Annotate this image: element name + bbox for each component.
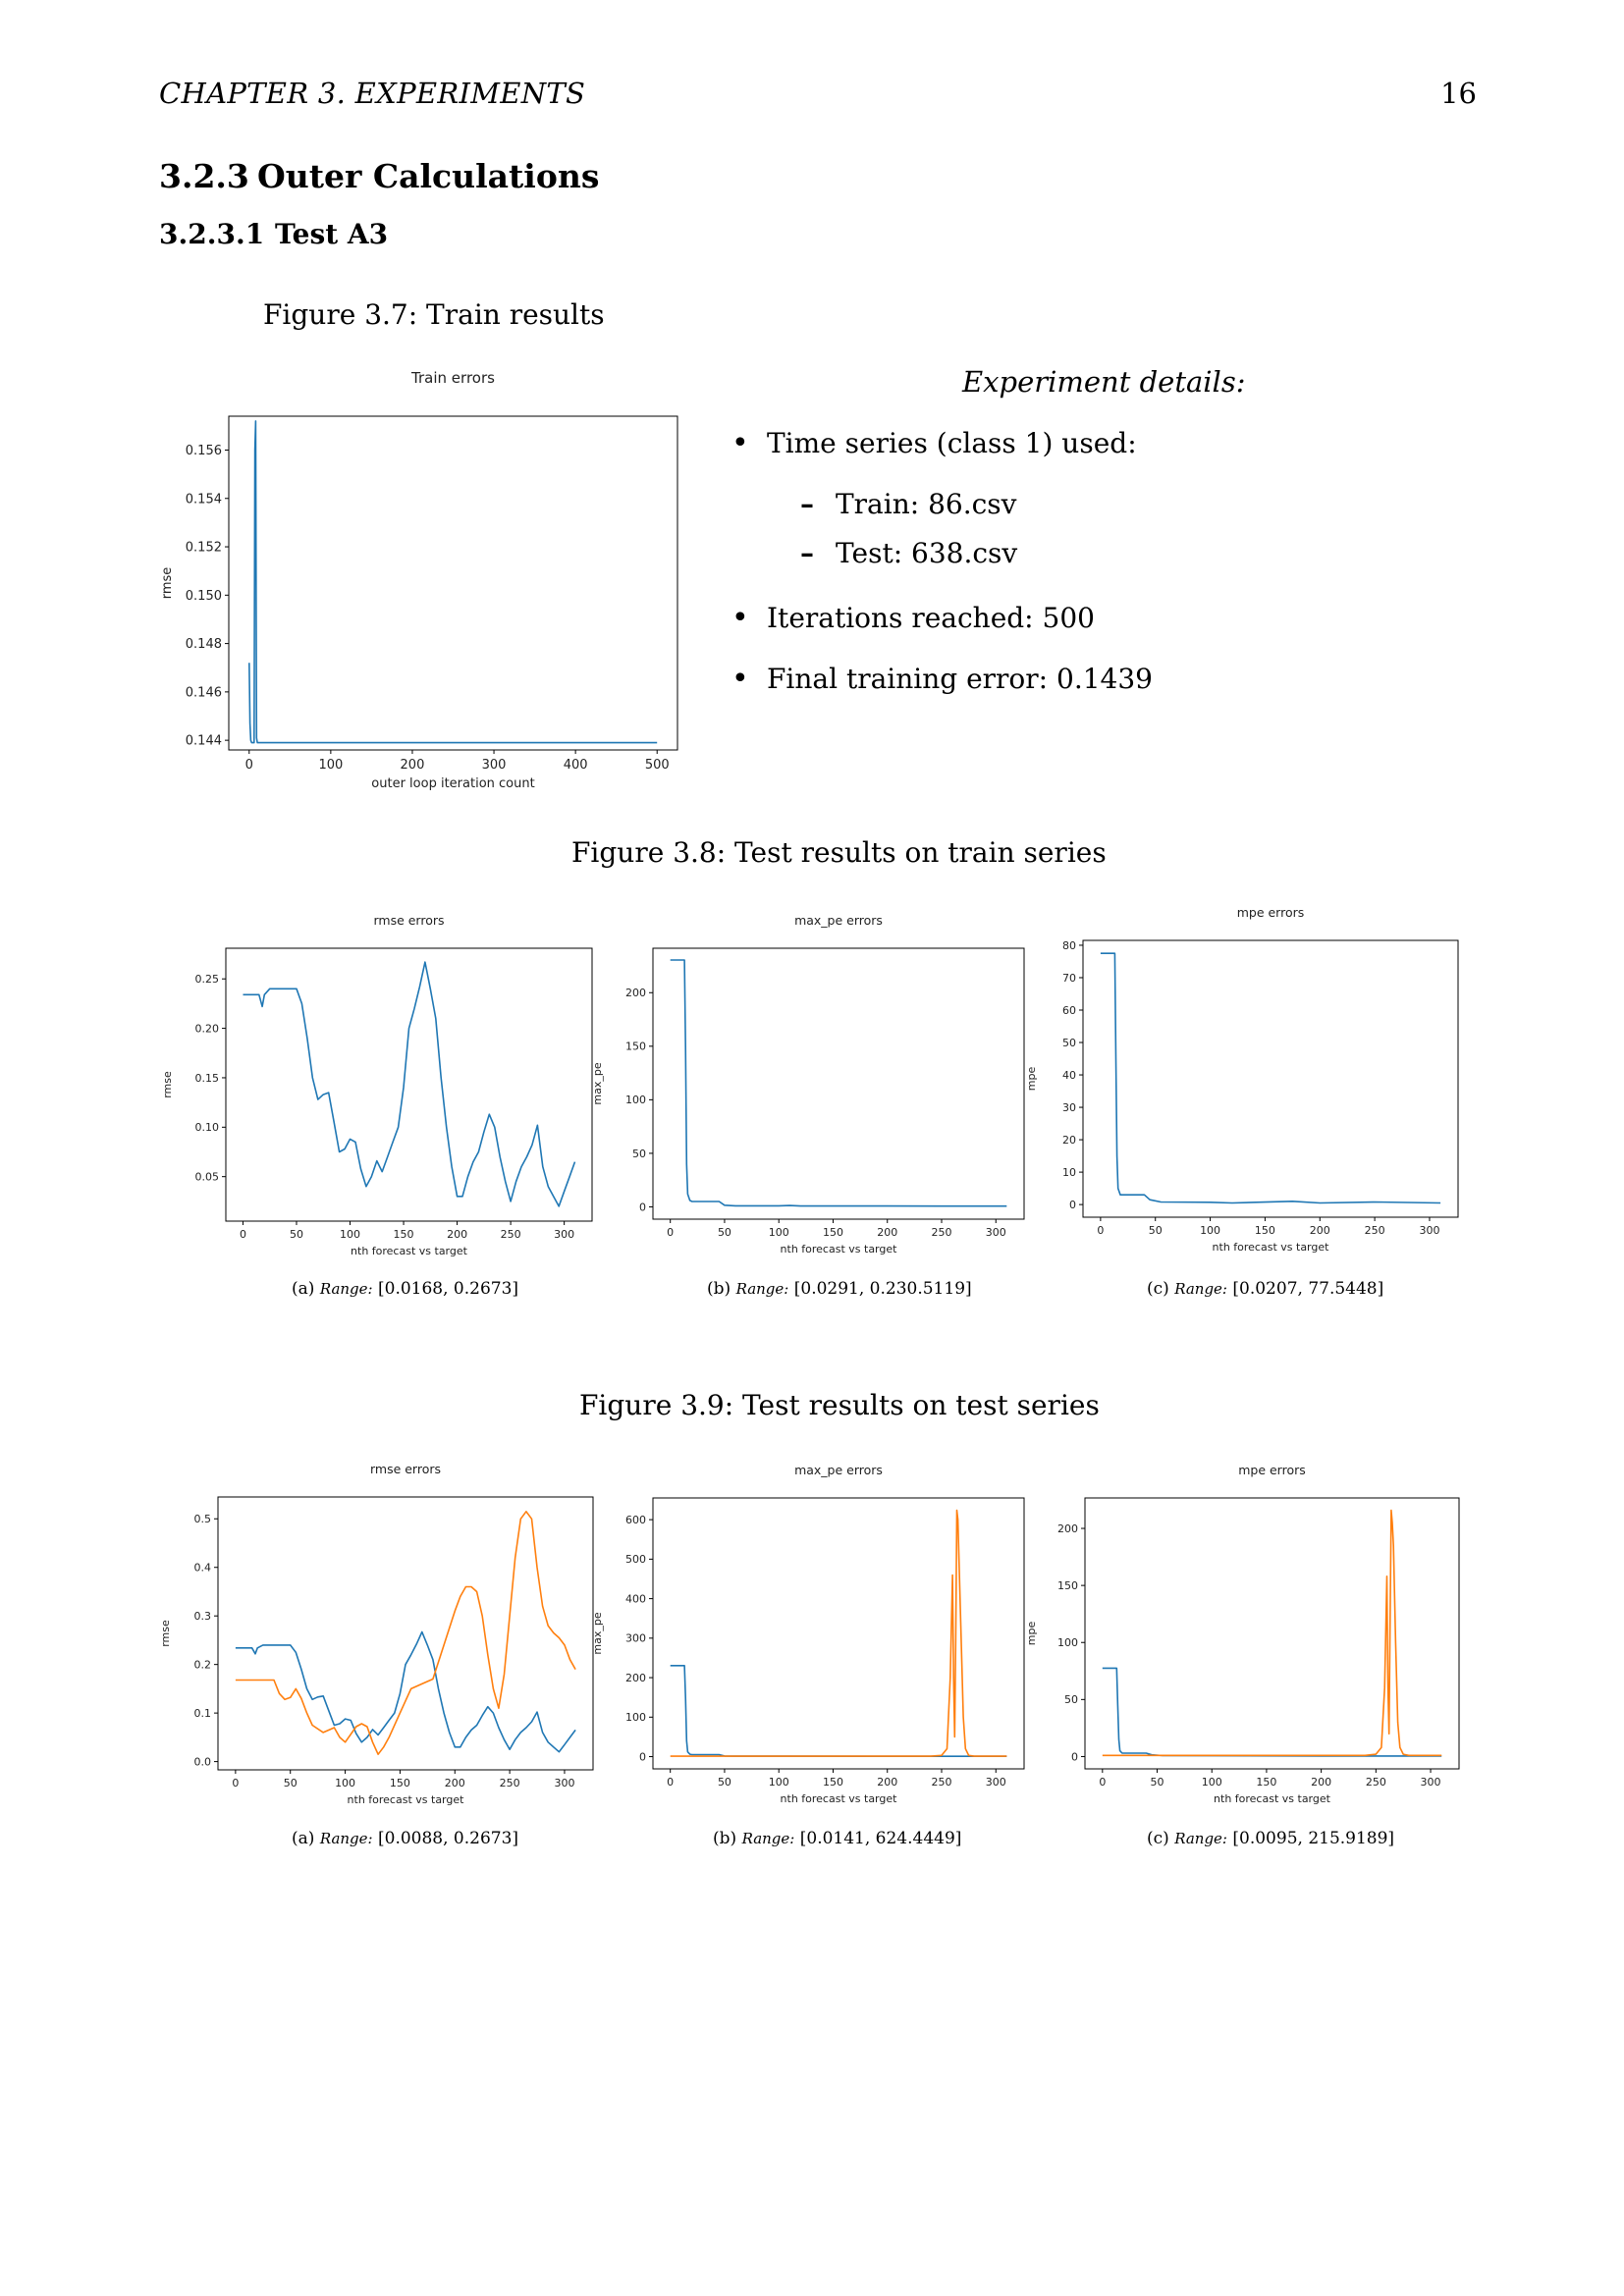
x-tick-label: 500 xyxy=(644,758,670,773)
plot-frame xyxy=(1083,940,1458,1217)
series-line-2 xyxy=(1103,1511,1441,1756)
y-tick-label: 200 xyxy=(1057,1522,1078,1535)
range-word: Range: xyxy=(319,1280,373,1298)
range-value: [0.0291, 0.230.5119] xyxy=(793,1279,972,1299)
y-tick-label: 100 xyxy=(1057,1636,1078,1650)
figure-3-8-caption: Figure 3.8: Test results on train series xyxy=(571,836,1107,869)
x-axis-label: nth forecast vs target xyxy=(1214,1792,1330,1805)
fig-3-9c-subcaption xyxy=(1147,1829,1394,1848)
page-number: 16 xyxy=(1440,77,1477,110)
x-tick-label: 100 xyxy=(1201,1776,1222,1789)
subcaption-label: (a) xyxy=(292,1279,315,1299)
y-tick-label: 0.25 xyxy=(194,973,219,987)
y-axis-label: rmse xyxy=(159,1620,172,1647)
y-tick-label: 400 xyxy=(625,1592,646,1606)
x-tick-label: 200 xyxy=(447,1228,468,1241)
y-tick-label: 0.20 xyxy=(194,1022,219,1036)
range-word: Range: xyxy=(741,1830,795,1847)
x-tick-label: 50 xyxy=(1150,1776,1164,1789)
y-tick-label: 0.2 xyxy=(193,1658,211,1672)
fig-3-8a-rmse-chart xyxy=(157,901,609,1266)
figure-3-9-caption: Figure 3.9: Test results on test series xyxy=(579,1389,1100,1421)
plot-frame xyxy=(229,416,677,750)
y-tick-label: 0.144 xyxy=(185,733,222,749)
bullet-time-series: • Time series (class 1) used: xyxy=(731,424,1153,463)
x-tick-label: 50 xyxy=(717,1776,731,1789)
fig-3-9a-subcaption xyxy=(292,1829,518,1848)
y-tick-label: 0 xyxy=(1071,1750,1078,1764)
sub-bullet-test: – Test: 638.csv xyxy=(800,534,1153,573)
y-tick-label: 300 xyxy=(625,1631,646,1645)
chart-title: rmse errors xyxy=(369,1462,442,1476)
y-tick-label: 50 xyxy=(632,1147,646,1160)
x-tick-label: 400 xyxy=(563,758,588,773)
range-word: Range: xyxy=(735,1280,789,1298)
x-tick-label: 0 xyxy=(667,1776,675,1789)
x-tick-label: 0 xyxy=(1099,1776,1107,1789)
x-tick-label: 100 xyxy=(768,1776,789,1789)
y-tick-label: 0.154 xyxy=(185,492,222,507)
y-tick-label: 50 xyxy=(1064,1693,1078,1707)
fig-3-9a-rmse-chart xyxy=(155,1450,607,1815)
x-tick-label: 150 xyxy=(822,1226,843,1239)
x-tick-label: 100 xyxy=(1200,1224,1221,1237)
x-axis-label: nth forecast vs target xyxy=(780,1243,897,1255)
y-tick-label: 0.146 xyxy=(185,685,222,701)
plot-frame xyxy=(218,1497,593,1770)
chart-title: mpe errors xyxy=(1238,1463,1306,1477)
chart-title: max_pe errors xyxy=(794,1463,883,1477)
y-tick-label: 100 xyxy=(625,1094,646,1107)
x-tick-label: 250 xyxy=(931,1776,952,1789)
subsection-heading xyxy=(159,218,388,250)
section-number: 3.2.3 xyxy=(159,157,249,195)
x-tick-label: 300 xyxy=(1420,1776,1441,1789)
fig-3-9c-mpe-chart xyxy=(1021,1453,1473,1816)
series-line-2 xyxy=(671,1511,1007,1757)
subcaption-label: (c) xyxy=(1147,1829,1169,1848)
x-axis-label: outer loop iteration count xyxy=(371,776,535,791)
chart-title: Train errors xyxy=(411,369,495,387)
chart-title: max_pe errors xyxy=(794,913,883,928)
series-line-1 xyxy=(1101,953,1440,1202)
fig-3-8a-subcaption xyxy=(292,1279,518,1299)
x-tick-label: 150 xyxy=(1256,1776,1277,1789)
y-tick-label: 0.150 xyxy=(185,588,222,604)
y-tick-label: 0.10 xyxy=(194,1121,219,1135)
y-tick-label: 70 xyxy=(1062,971,1076,985)
y-tick-label: 40 xyxy=(1062,1068,1076,1082)
x-tick-label: 150 xyxy=(1254,1224,1275,1237)
x-axis-label: nth forecast vs target xyxy=(351,1245,467,1257)
chart-title: rmse errors xyxy=(373,913,445,928)
y-axis-label: rmse xyxy=(161,1071,174,1098)
x-tick-label: 300 xyxy=(554,1777,575,1789)
experiment-details-list xyxy=(731,424,1153,721)
y-tick-label: 150 xyxy=(625,1040,646,1053)
plot-frame xyxy=(653,1498,1024,1769)
chart-title: mpe errors xyxy=(1236,905,1305,920)
x-axis-label: nth forecast vs target xyxy=(347,1793,464,1806)
x-tick-label: 150 xyxy=(393,1228,414,1241)
x-tick-label: 0 xyxy=(232,1777,240,1789)
fig-3-8c-subcaption xyxy=(1147,1279,1383,1299)
subsection-number: 3.2.3.1 xyxy=(159,218,265,250)
fig-3-9b-subcaption xyxy=(713,1829,961,1848)
plot-frame xyxy=(1085,1498,1459,1769)
x-tick-label: 250 xyxy=(1365,1776,1386,1789)
running-head: CHAPTER 3. EXPERIMENTS xyxy=(159,77,586,110)
x-tick-label: 100 xyxy=(335,1777,356,1789)
x-tick-label: 50 xyxy=(717,1226,731,1239)
x-tick-label: 300 xyxy=(554,1228,575,1241)
x-tick-label: 200 xyxy=(444,1777,465,1789)
x-tick-label: 250 xyxy=(500,1228,521,1241)
fig-3-9b-max-pe-chart xyxy=(587,1453,1039,1816)
plot-frame xyxy=(653,948,1024,1219)
range-word: Range: xyxy=(319,1830,373,1847)
y-tick-label: 0.4 xyxy=(193,1561,211,1575)
series-line-1 xyxy=(244,962,575,1206)
y-tick-label: 60 xyxy=(1062,1003,1076,1017)
sub-bullet-train: – Train: 86.csv xyxy=(800,485,1153,524)
y-tick-label: 150 xyxy=(1057,1578,1078,1592)
range-value: [0.0168, 0.2673] xyxy=(378,1279,519,1299)
x-tick-label: 150 xyxy=(389,1777,410,1789)
series-line-1 xyxy=(249,421,657,743)
section-title: Outer Calculations xyxy=(257,157,600,195)
subcaption-label: (b) xyxy=(713,1829,737,1848)
subcaption-label: (b) xyxy=(707,1279,731,1299)
series-line-1 xyxy=(671,960,1007,1206)
y-tick-label: 0 xyxy=(639,1750,646,1764)
subcaption-label: (a) xyxy=(292,1829,315,1848)
range-word: Range: xyxy=(1174,1830,1227,1847)
x-tick-label: 300 xyxy=(985,1226,1006,1239)
range-value: [0.0141, 624.4449] xyxy=(799,1829,962,1848)
x-tick-label: 250 xyxy=(931,1226,952,1239)
x-axis-label: nth forecast vs target xyxy=(1212,1241,1329,1254)
x-tick-label: 200 xyxy=(400,758,425,773)
x-tick-label: 200 xyxy=(1309,1224,1330,1237)
y-axis-label: max_pe xyxy=(591,1612,604,1655)
x-tick-label: 50 xyxy=(1148,1224,1163,1237)
x-tick-label: 50 xyxy=(283,1777,298,1789)
fig-3-8b-max-pe-chart xyxy=(587,895,1039,1266)
x-tick-label: 50 xyxy=(289,1228,303,1241)
series-line-1 xyxy=(671,1666,1007,1756)
x-tick-label: 100 xyxy=(768,1226,789,1239)
y-tick-label: 0 xyxy=(1069,1198,1076,1211)
x-tick-label: 0 xyxy=(244,758,253,773)
x-tick-label: 0 xyxy=(1097,1224,1105,1237)
y-tick-label: 100 xyxy=(625,1711,646,1725)
range-value: [0.0095, 215.9189] xyxy=(1232,1829,1395,1848)
bullet-final-error: • Final training error: 0.1439 xyxy=(731,660,1153,699)
x-tick-label: 300 xyxy=(481,758,507,773)
x-tick-label: 150 xyxy=(822,1776,843,1789)
subcaption-label: (c) xyxy=(1147,1279,1169,1299)
series-line-1 xyxy=(236,1632,575,1752)
x-tick-label: 200 xyxy=(877,1776,898,1789)
fig-3-8b-subcaption xyxy=(707,1279,972,1299)
x-tick-label: 200 xyxy=(877,1226,898,1239)
x-tick-label: 0 xyxy=(667,1226,675,1239)
x-tick-label: 300 xyxy=(985,1776,1006,1789)
y-tick-label: 0.3 xyxy=(193,1610,211,1624)
y-tick-label: 20 xyxy=(1062,1133,1076,1147)
section-heading xyxy=(159,157,599,195)
series-line-2 xyxy=(236,1512,575,1754)
experiment-details-title: Experiment details: xyxy=(962,365,1246,399)
y-axis-label: mpe xyxy=(1025,1621,1038,1646)
range-word: Range: xyxy=(1174,1280,1227,1298)
series-line-1 xyxy=(1103,1668,1441,1756)
y-tick-label: 0.1 xyxy=(193,1706,211,1720)
x-tick-label: 200 xyxy=(1311,1776,1332,1789)
y-tick-label: 200 xyxy=(625,987,646,1000)
y-tick-label: 0.0 xyxy=(193,1755,211,1769)
y-axis-label: mpe xyxy=(1025,1066,1038,1092)
y-tick-label: 0 xyxy=(639,1201,646,1214)
y-tick-label: 50 xyxy=(1062,1036,1076,1049)
fig-3-8c-mpe-chart xyxy=(1021,891,1473,1266)
range-value: [0.0207, 77.5448] xyxy=(1232,1279,1384,1299)
train-errors-chart xyxy=(157,361,707,803)
x-tick-label: 300 xyxy=(1419,1224,1440,1237)
y-tick-label: 0.05 xyxy=(194,1170,219,1184)
y-tick-label: 30 xyxy=(1062,1100,1076,1114)
y-tick-label: 10 xyxy=(1062,1165,1076,1179)
subsection-title: Test A3 xyxy=(275,218,389,250)
x-tick-label: 100 xyxy=(340,1228,361,1241)
y-tick-label: 200 xyxy=(625,1671,646,1684)
y-tick-label: 500 xyxy=(625,1553,646,1567)
x-tick-label: 250 xyxy=(1364,1224,1385,1237)
y-axis-label: max_pe xyxy=(591,1062,604,1105)
range-value: [0.0088, 0.2673] xyxy=(378,1829,519,1848)
x-tick-label: 250 xyxy=(499,1777,520,1789)
x-tick-label: 0 xyxy=(239,1228,246,1241)
y-tick-label: 0.152 xyxy=(185,540,222,556)
y-tick-label: 0.15 xyxy=(194,1071,219,1085)
y-tick-label: 0.156 xyxy=(185,444,222,459)
y-axis-label: rmse xyxy=(160,566,175,600)
y-tick-label: 600 xyxy=(625,1513,646,1526)
x-tick-label: 100 xyxy=(318,758,344,773)
y-tick-label: 0.5 xyxy=(193,1513,211,1526)
figure-3-7-caption: Figure 3.7: Train results xyxy=(263,298,605,331)
x-axis-label: nth forecast vs target xyxy=(780,1792,897,1805)
bullet-iterations: • Iterations reached: 500 xyxy=(731,599,1153,638)
y-tick-label: 80 xyxy=(1062,938,1076,952)
y-tick-label: 0.148 xyxy=(185,637,222,653)
